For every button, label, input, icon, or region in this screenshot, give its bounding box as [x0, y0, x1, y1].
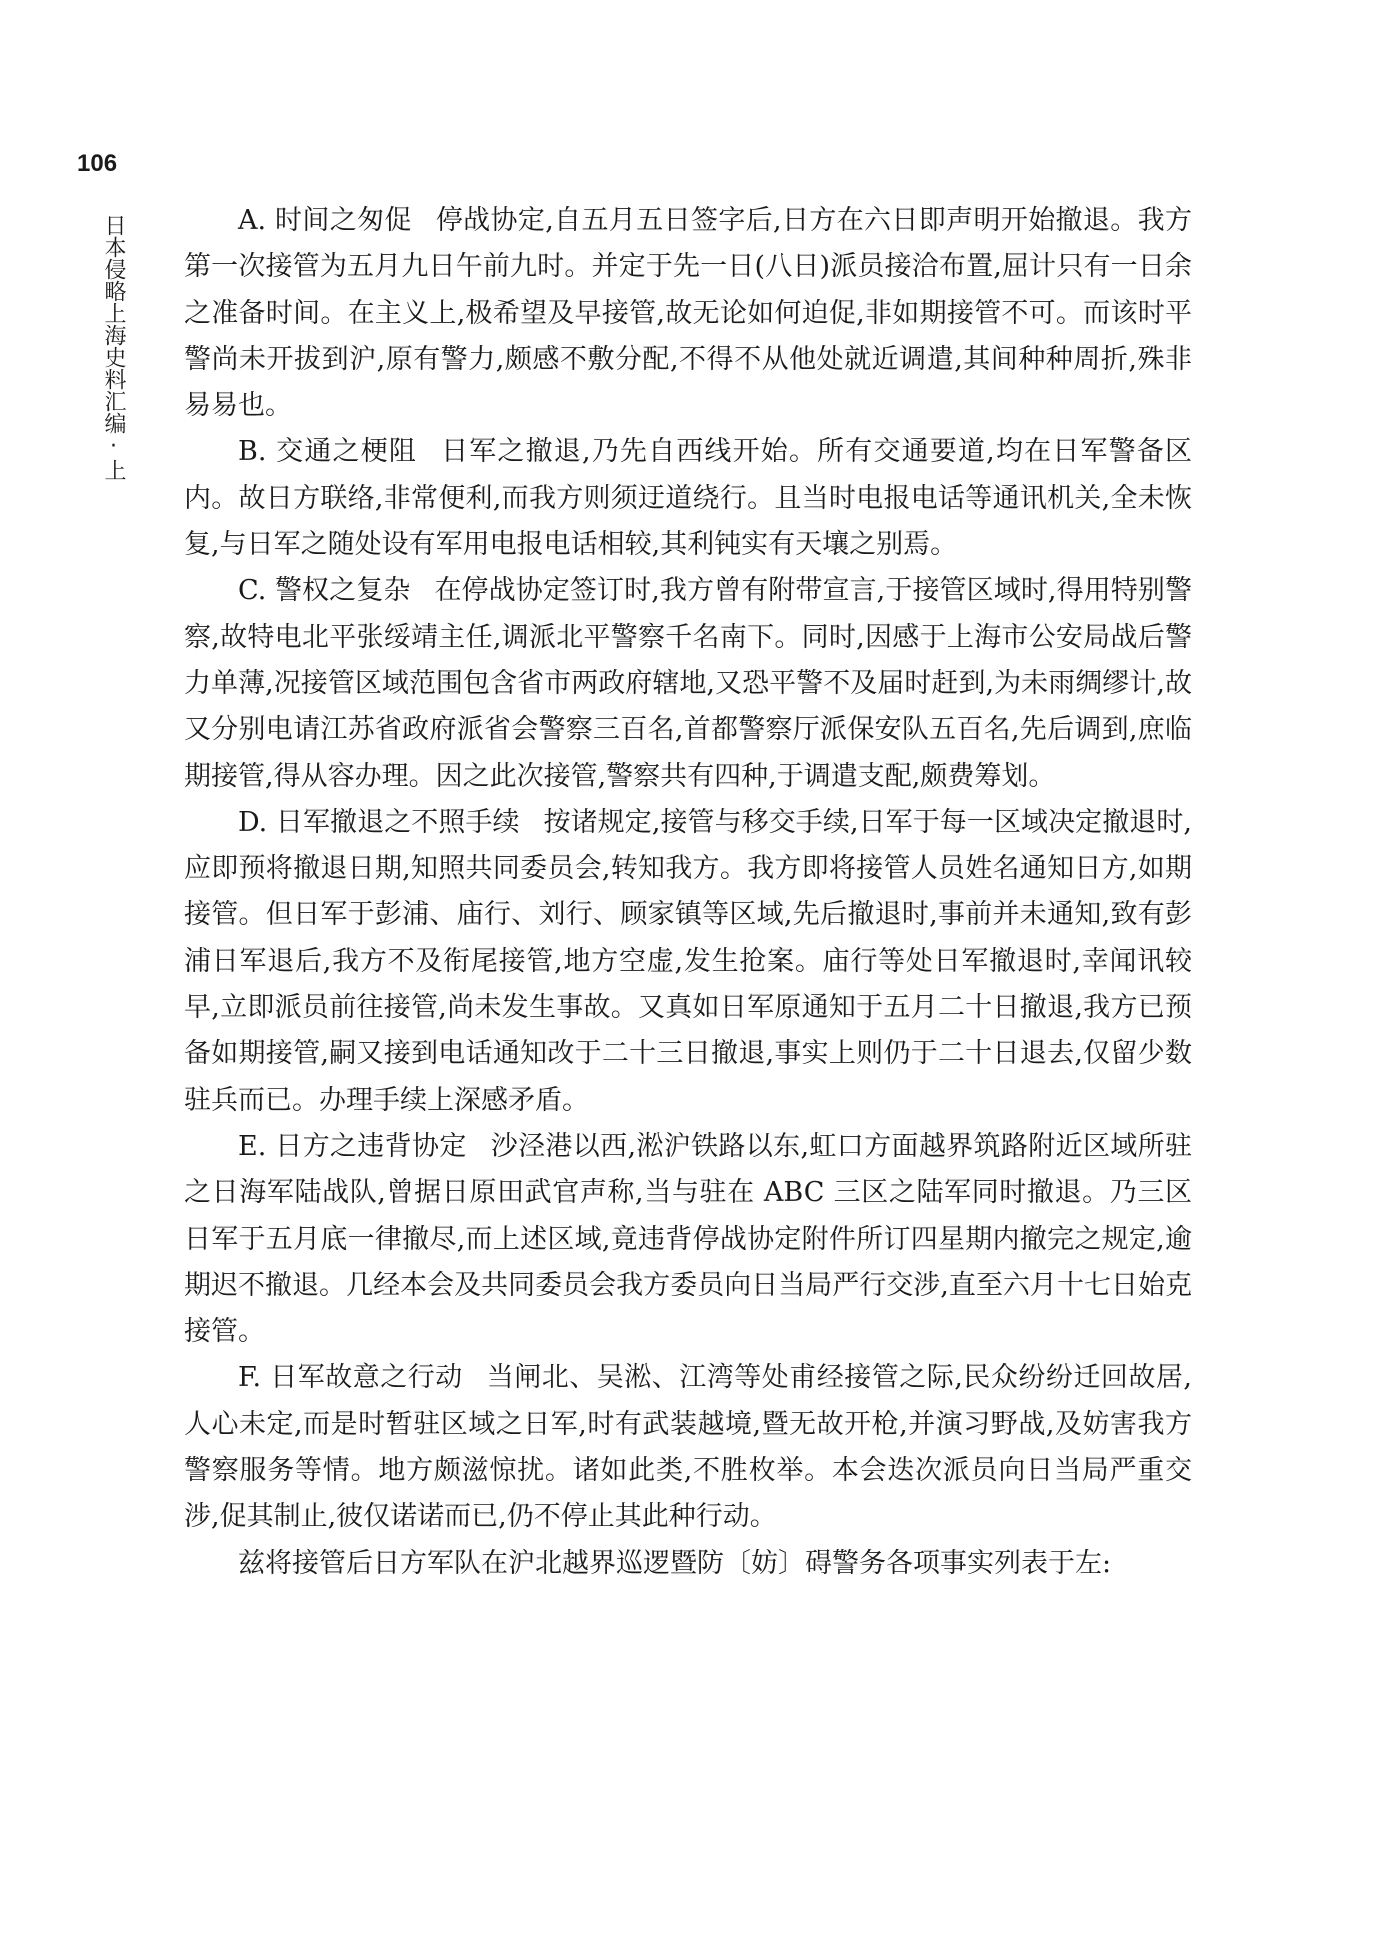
paragraph-a — [184, 198, 1192, 429]
paragraph-heading: B. 交通之梗阻 — [238, 436, 418, 468]
paragraph-heading: A. 时间之匆促 — [238, 205, 412, 236]
paragraph-c — [184, 568, 1192, 799]
paragraph-b — [184, 429, 1192, 568]
paragraph-heading: E. 日方之违背协定 — [238, 1130, 467, 1162]
page-number: 106 — [77, 150, 118, 177]
paragraph-closing — [184, 1541, 1192, 1587]
paragraph-text: 按诸规定,接管与移交手续,日军于每一区域决定撤退时,应即预将撤退日期,知照共同委员会,转知我方。我方即将接管人员姓名通知日方,如期接管。但日军于彭浦、庙行、刘行、顾家镇等区域,先后撤退时,事前并未通知,致有彭浦日军退后,我方不及衔尾接管,地方空虚,发生抢案。庙行等处日军撤退时,幸闻讯较早,立即派员前往接管,尚未发生事故。又真如日军原通知于五月二十日撤退,我方已预备如期接管,嗣又接到电话通知改于二十三日撤退,事实上则仍于二十日退去,仅留少数驻兵而已。办理手续上深感矛盾。 — [184, 806, 1193, 1116]
paragraph-text: 兹将接管后日方军队在沪北越界巡逻暨防〔妨〕碍警务各项事实列表于左: — [238, 1547, 1112, 1579]
paragraph-heading: F. 日军故意之行动 — [238, 1362, 463, 1394]
paragraph-text: 沙泾港以西,淞沪铁路以东,虹口方面越界筑路附近区域所驻之日海军陆战队,曾据日原田武官声称,当与驻在 ABC 三区之陆军同时撤退。乃三区日军于五月底一律撤尽,而上述区域,竟违背停战协定附件所订四星期内撤完之规定,逾期迟不撤退。几经本会及共同委员会我方委员向日当局严行交涉,直至六月十七日始克接管。 — [184, 1130, 1192, 1348]
body-text — [184, 198, 1192, 1587]
paragraph-e — [184, 1124, 1192, 1355]
running-title: 日本侵略上海史料汇编·上 — [101, 214, 126, 481]
paragraph-text: 日军之撤退,乃先自西线开始。所有交通要道,均在日军警备区内。故日方联络,非常便利,而我方则须迂道绕行。且当时电报电话等通讯机关,全未恢复,与日军之随处设有军用电报电话相较,其利钝实有天壤之别焉。 — [184, 436, 1192, 561]
paragraph-heading: C. 警权之复杂 — [238, 575, 411, 607]
paragraph-d — [184, 800, 1192, 1124]
paragraph-f — [184, 1355, 1192, 1540]
paragraph-heading: D. 日军撤退之不照手续 — [238, 806, 520, 838]
paragraph-text: 停战协定,自五月五日签字后,日方在六日即声明开始撤退。我方第一次接管为五月九日午前九时。并定于先一日(八日)派员接洽布置,屈计只有一日余之准备时间。在主义上,极希望及早接管,故无论如何迫促,非如期接管不可。而该时平警尚未开拔到沪,原有警力,颇感不敷分配,不得不从他处就近调遣,其间种种周折,殊非易易也。 — [184, 205, 1192, 422]
paragraph-text: 当闸北、吴淞、江湾等处甫经接管之际,民众纷纷迁回故居,人心未定,而是时暂驻区域之日军,时有武装越境,暨无故开枪,并演习野战,及妨害我方警察服务等情。地方颇滋惊扰。诸如此类,不胜枚举。本会迭次派员向日当局严重交涉,促其制止,彼仅诺诺而已,仍不停止其此种行动。 — [184, 1362, 1192, 1533]
paragraph-text: 在停战协定签订时,我方曾有附带宣言,于接管区域时,得用特别警察,故特电北平张绥靖主任,调派北平警察千名南下。同时,因感于上海市公安局战后警力单薄,况接管区域范围包含省市两政府辖地,又恐平警不及届时赶到,为未雨绸缪计,故又分别电请江苏省政府派省会警察三百名,首都警察厅派保安队五百名,先后调到,庶临期接管,得从容办理。因之此次接管,警察共有四种,于调遣支配,颇费筹划。 — [184, 575, 1192, 792]
